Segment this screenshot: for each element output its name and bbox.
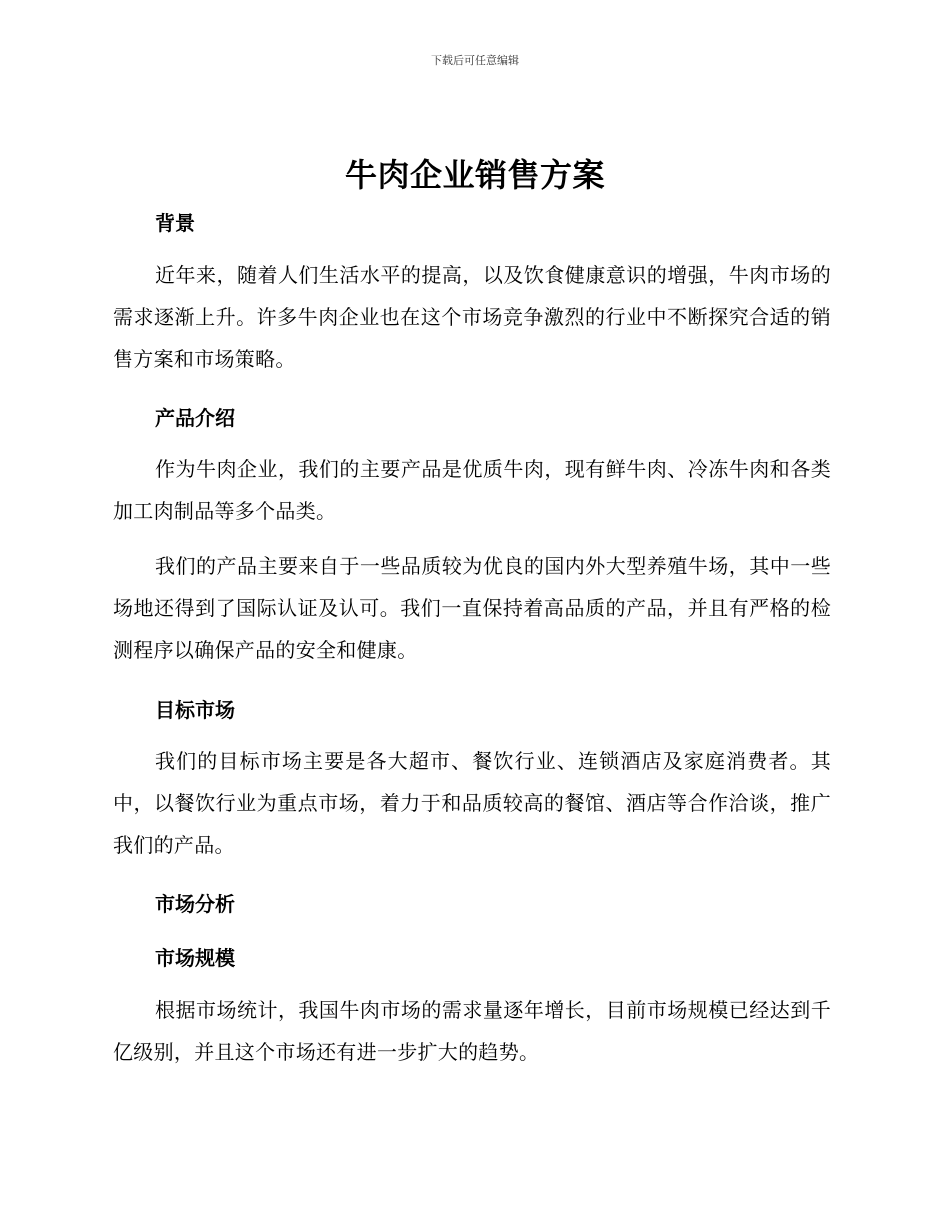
section-heading-products: 产品介绍 [155,406,235,430]
section-heading-market-analysis: 市场分析 [155,892,235,916]
section-heading-target-market: 目标市场 [155,698,235,722]
document-title: 牛肉企业销售方案 [344,156,605,194]
paragraph-background: 近年来，随着人们生活水平的提高，以及饮食健康意识的增强，牛肉市场的需求逐渐上升。许多牛肉企业也在这个市场竞争激烈的行业中不断探究合适的销售方案和市场策略。 [113,263,831,371]
paragraph-products-source: 我们的产品主要来自于一些品质较为优良的国内外大型养殖牛场，其中一些场地还得到了国际认证及认可。我们一直保持着高品质的产品，并且有严格的检测程序以确保产品的安全和健康。 [113,554,831,662]
section-heading-market-size: 市场规模 [155,946,235,970]
paragraph-target-market: 我们的目标市场主要是各大超市、餐饮行业、连锁酒店及家庭消费者。其中，以餐饮行业为重点市场，着力于和品质较高的餐馆、酒店等合作洽谈，推广我们的产品。 [113,749,831,857]
section-heading-background: 背景 [155,211,195,235]
page-header: 下载后可任意编辑 [431,54,519,67]
paragraph-market-size: 根据市场统计，我国牛肉市场的需求量逐年增长，目前市场规模已经达到千亿级别，并且这个市场还有进一步扩大的趋势。 [113,998,831,1064]
paragraph-products-intro: 作为牛肉企业，我们的主要产品是优质牛肉，现有鲜牛肉、冷冻牛肉和各类加工肉制品等多个品类。 [113,457,831,523]
